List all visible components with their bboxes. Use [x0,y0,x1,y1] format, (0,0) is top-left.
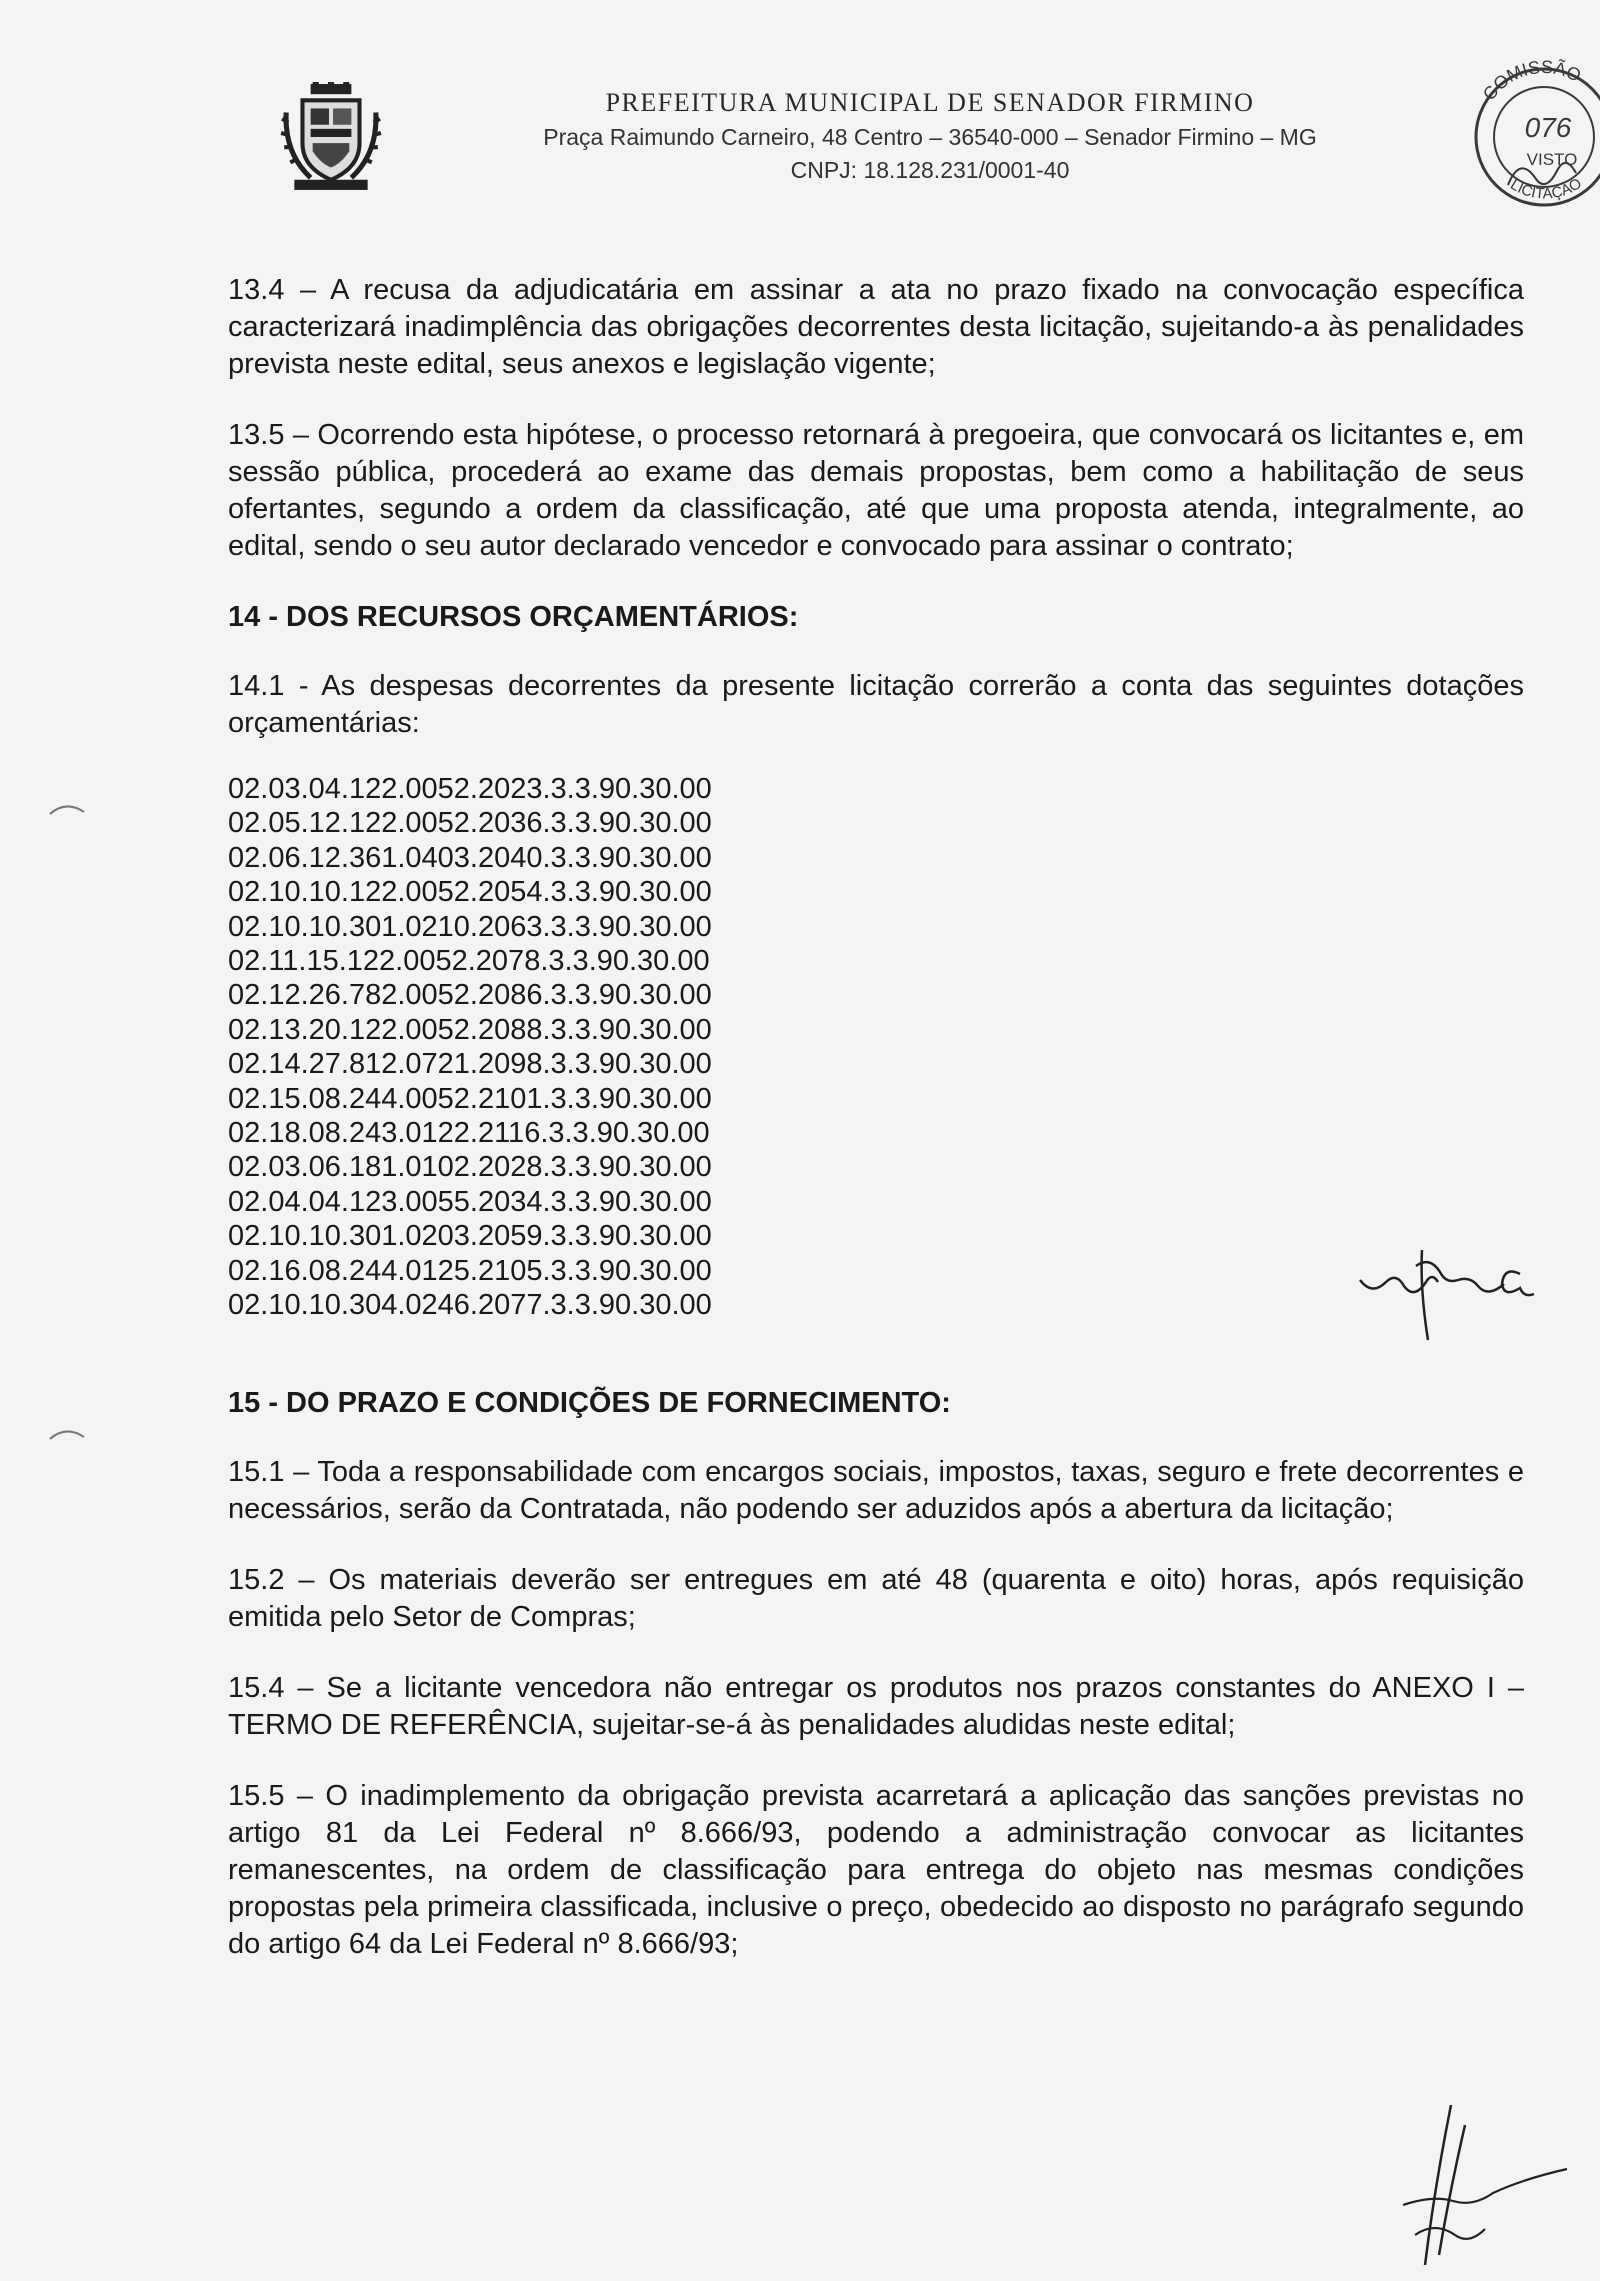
budget-code: 02.05.12.122.0052.2036.3.3.90.30.00 [228,807,712,840]
paragraph-15-2: 15.2 – Os materiais deverão ser entregues em até 48 (quarenta e oito) horas, após requisição emitida pelo Setor de Compras; [228,1563,1524,1633]
coat-of-arms-icon [280,82,382,194]
paragraph-15-4: 15.4 – Se a licitante vencedora não entregar os produtos nos prazos constantes do ANEXO I – TERMO DE REFERÊNCIA, sujeitar-se-á às penalidades aludidas neste edital; [228,1671,1524,1741]
commission-stamp [1460,25,1600,225]
budget-code: 02.03.04.122.0052.2023.3.3.90.30.00 [228,773,712,805]
handwritten-signature [1395,2085,1570,2270]
budget-code: 02.10.10.301.0210.2063.3.3.90.30.00 [228,910,712,943]
paragraph-13-5: 13.5 – Ocorrendo esta hipótese, o processo retornará à pregoeira, que convocará os licitantes e, em sessão pública, procederá ao exame das demais propostas, bem como a habilitação de seus ofertantes, segundo a ordem da classificação, até que uma proposta atenda, integralmente, ao edital, sendo o seu autor declarado vencedor e convocado para assinar o contrato; [228,419,1524,562]
budget-code: 02.10.10.301.0203.2059.3.3.90.30.00 [228,1220,712,1253]
budget-code: 02.04.04.123.0055.2034.3.3.90.30.00 [228,1185,712,1218]
budget-code: 02.14.27.812.0721.2098.3.3.90.30.00 [228,1048,712,1081]
letterhead-title: PREFEITURA MUNICIPAL DE SENADOR FIRMINO [605,88,1255,117]
svg-text:COMISSÃO [1479,57,1584,104]
section-heading-15: 15 - DO PRAZO E CONDIÇÕES DE FORNECIMENTO: [228,1386,951,1419]
paragraph-15-1: 15.1 – Toda a responsabilidade com encargos sociais, impostos, taxas, seguro e frete decorrentes e necessários, serão da Contratada, não podendo ser aduzidos após a abertura da licitação; [228,1455,1524,1525]
budget-code: 02.03.06.181.0102.2028.3.3.90.30.00 [228,1151,712,1184]
paragraph-15-5: 15.5 – O inadimplemento da obrigação prevista acarretará a aplicação das sanções previstas no artigo 81 da Lei Federal nº 8.666/93, podendo a administração convocar as licitantes remanescentes, na ordem de classificação para entrega do objeto nas mesmas condições propostas pela primeira classificada, inclusive o preço, obedecido ao disposto no parágrafo segundo do artigo 64 da Lei Federal nº 8.666/93; [228,1779,1524,1960]
stamp-bottom-text: LICITAÇÃO [1507,174,1585,203]
budget-code: 02.15.08.244.0052.2101.3.3.90.30.00 [228,1082,712,1115]
budget-code: 02.16.08.244.0125.2105.3.3.90.30.00 [228,1254,712,1287]
budget-codes-list [228,772,1524,1323]
handwritten-initials [1350,1240,1575,1350]
budget-code: 02.13.20.122.0052.2088.3.3.90.30.00 [228,1013,712,1046]
stamp-number: 076 [1524,112,1572,143]
paragraph-13-4: 13.4 – A recusa da adjudicatária em assinar a ata no prazo fixado na convocação específica caracterizará inadimplência das obrigações decorrentes desta licitação, sujeitando-a às penalidades prevista neste edital, seus anexos e legislação vigente; [228,274,1524,380]
budget-code: 02.12.26.782.0052.2086.3.3.90.30.00 [228,979,712,1012]
stamp-top-text: COMISSÃO [1478,56,1585,105]
letterhead-cnpj: CNPJ: 18.128.231/0001-40 [790,157,1070,183]
budget-code: 02.06.12.361.0403.2040.3.3.90.30.00 [228,841,712,874]
budget-code: 02.10.10.122.0052.2054.3.3.90.30.00 [228,876,712,909]
document-body [228,272,1524,1997]
paragraph-14-1: 14.1 - As despesas decorrentes da presente licitação correrão a conta das seguintes dotações orçamentárias: [228,670,1524,739]
section-heading-14: 14 - DOS RECURSOS ORÇAMENTÁRIOS: [228,601,799,633]
budget-code: 02.18.08.243.0122.2116.3.3.90.30.00 [228,1117,710,1150]
budget-code: 02.11.15.122.0052.2078.3.3.90.30.00 [228,945,710,978]
budget-code: 02.10.10.304.0246.2077.3.3.90.30.00 [228,1289,712,1322]
margin-mark [48,1425,88,1445]
stamp-visto: VISTO [1526,150,1578,169]
margin-mark [48,800,88,820]
letterhead [420,88,1440,184]
letterhead-address: Praça Raimundo Carneiro, 48 Centro – 36540-000 – Senador Firmino – MG [543,124,1317,150]
